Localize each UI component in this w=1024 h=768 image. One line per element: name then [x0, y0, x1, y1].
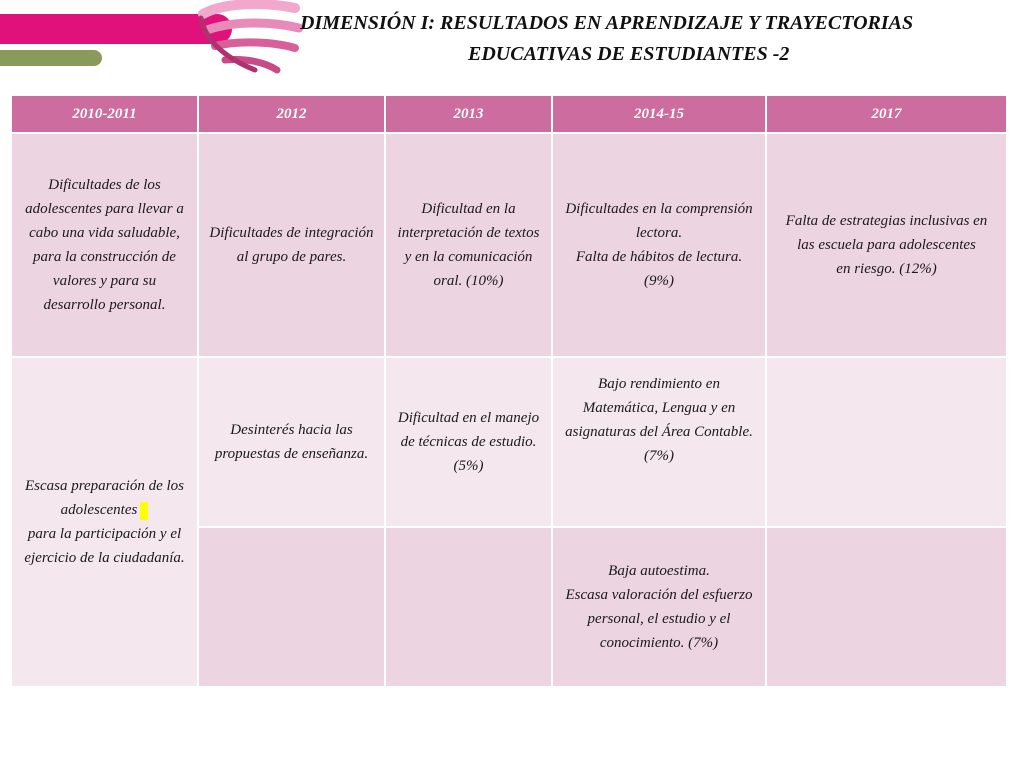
green-banner-bar [0, 50, 102, 66]
cell-r3-2014 [553, 528, 765, 686]
cell-r2-2013: Dificultad en el manejo de técnicas de estudio. (5%) [386, 358, 551, 526]
header-row [12, 96, 1006, 132]
cell-r1-2014-line-a: Dificultades en la comprensión lectora. [565, 201, 753, 241]
header-2013: 2013 [386, 96, 551, 132]
cell-r1-2014 [553, 134, 765, 356]
results-table [10, 94, 1008, 688]
hands-logo-icon [195, 0, 305, 76]
header-2010-2011: 2010-2011 [12, 96, 197, 132]
header-2017: 2017 [767, 96, 1006, 132]
table-row [12, 358, 1006, 526]
cell-r3-2012 [199, 528, 384, 686]
table-row [12, 134, 1006, 356]
title-line-2: EDUCATIVAS DE ESTUDIANTES -2 [468, 43, 790, 65]
cell-r1-2017-line-a: Falta de estrategias inclusivas en las escuela para adolescentes [785, 213, 988, 253]
cell-r2-2010 [12, 358, 197, 686]
cell-r2-2017 [767, 358, 1006, 526]
cell-r3-2017 [767, 528, 1006, 686]
cell-r1-2017 [767, 134, 1006, 356]
cell-r1-2013: Dificultad en la interpretación de textos y en la comunicación oral. (10%) [386, 134, 551, 356]
cell-r2-2012: Desinterés hacia las propuestas de enseñanza. [199, 358, 384, 526]
cell-r2-2010-line-b: para la participación y el ejercicio de la ciudadanía. [24, 526, 185, 566]
header-2014-15: 2014-15 [553, 96, 765, 132]
cell-r3-2014-line-a: Baja autoestima. [608, 563, 710, 579]
cell-r3-2013 [386, 528, 551, 686]
cell-r1-2010: Dificultades de los adolescentes para llevar a cabo una vida saludable, para la construcción de valores y para su desarrollo personal. [12, 134, 197, 356]
header-banner [0, 0, 310, 80]
page-title [296, 8, 1016, 70]
cell-r1-2012: Dificultades de integración al grupo de pares. [199, 134, 384, 356]
title-line-1: DIMENSIÓN I: RESULTADOS EN APRENDIZAJE Y TRAYECTORIAS [300, 12, 914, 34]
cell-r2-2010-line-a [22, 474, 187, 522]
cell-r1-2014-line-b: Falta de hábitos de lectura. (9%) [575, 249, 743, 289]
cell-r2-2010-text-a: Escasa preparación de los adolescentes [24, 478, 184, 518]
text-highlight-mark [140, 502, 148, 520]
cell-r1-2017-line-b: en riesgo. (12%) [836, 261, 937, 277]
cell-r2-2014: Bajo rendimiento en Matemática, Lengua y en asignaturas del Área Contable. (7%) [553, 358, 765, 526]
header-2012: 2012 [199, 96, 384, 132]
cell-r3-2014-line-b: Escasa valoración del esfuerzo personal, el estudio y el conocimiento. (7%) [565, 587, 753, 651]
